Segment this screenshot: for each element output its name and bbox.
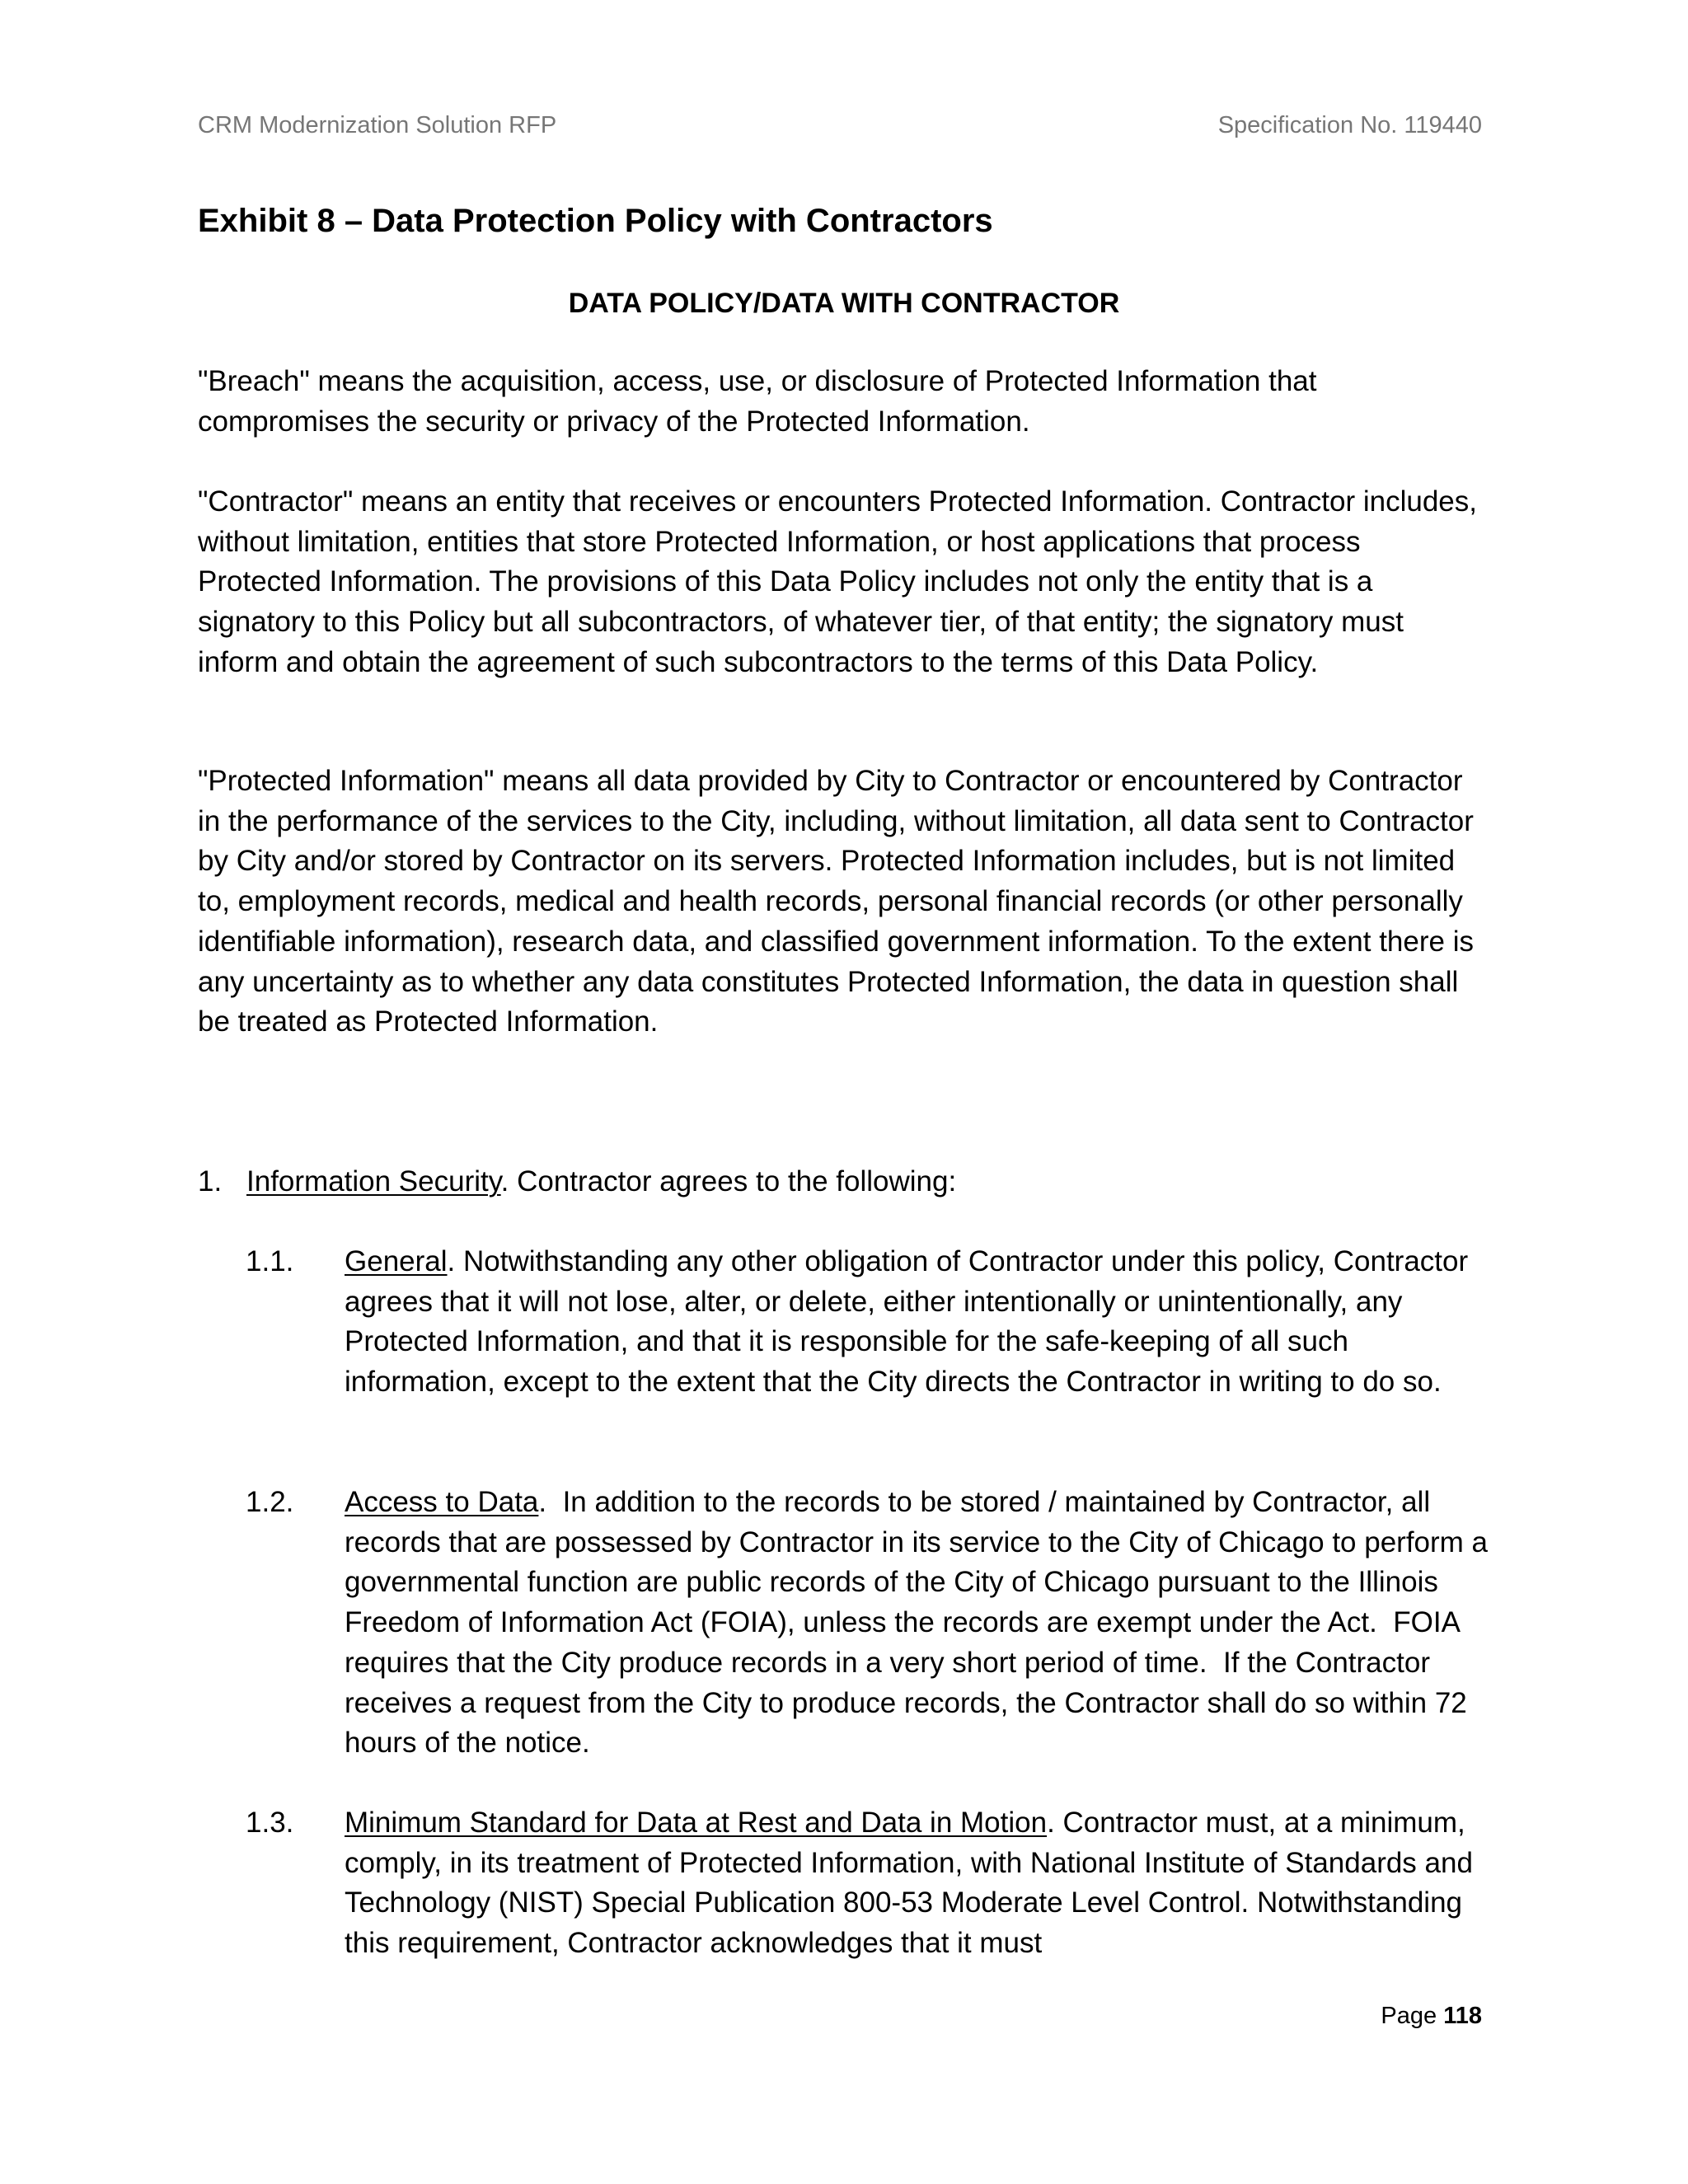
subsection-text: . In addition to the records to be stored / maintained by Contractor, all records that are possessed by Contractor in its service to the City of Chicago to perform a governmental function are public records of the City of Chicago pursuant to the Illinois Freedom of Information Act (FOIA), unless the records are exempt under the Act. FOIA requires that the City produce records in a very short period of time. If the Contractor receives a request from the City to produce records, the Contractor shall do so within 72 hours of the notice. (345, 1486, 1496, 1760)
definition-protected-information (198, 762, 1490, 1043)
subsection-number: 1.2. (246, 1486, 294, 1518)
definition-text: "Breach" means the acquisition, access, use, or disclosure of Protected Information that compromises the security or privacy of the Protected Information. (198, 365, 1317, 438)
section-text: . Contractor agrees to the following: (500, 1165, 957, 1197)
definition-contractor (198, 482, 1490, 683)
subsection-text: . Notwithstanding any other obligation of Contractor under this policy, Contractor agrees that it will not lose, alter, or delete, either intentionally or unintentionally, any Protected Information, and that it is responsible for the safe-keeping of all such information, except to the extent that the City directs the Contractor in writing to do so. (345, 1245, 1469, 1399)
policy-subtitle: DATA POLICY/DATA WITH CONTRACTOR (568, 288, 1120, 319)
page-number: 118 (1443, 2003, 1482, 2029)
header-left: CRM Modernization Solution RFP (198, 112, 557, 138)
definition-breach (198, 362, 1490, 442)
subsection-heading: Access to Data (345, 1486, 539, 1518)
definition-text: "Protected Information" means all data provided by City to Contractor or encountered by Contractor in the performance of the services to the City, including, without limitation, all data sent to Contractor by City and/or stored by Contractor on its servers. Protected Information includes, but is not limited to, employment records, medical and health records, personal financial records (or other personally identifiable information), research data, and classified government information. To the extent there is any uncertainty as to whether any data constitutes Protected Information, the data in question shall be treated as Protected Information. (198, 765, 1474, 1038)
subsection-number: 1.1. (246, 1245, 294, 1277)
page-footer (1381, 1999, 1482, 2032)
subsection-number: 1.3. (246, 1807, 294, 1839)
subsection-text: . Contractor must, at a minimum, comply, in its treatment of Protected Information, with National Institute of Standards and Technology (NIST) Special Publication 800-53 Moderate Level Control. Notwithstanding this requirement, Contractor acknowledges that it must (345, 1807, 1473, 1960)
subsection-heading: General (345, 1245, 448, 1277)
exhibit-title: Exhibit 8 – Data Protection Policy with Contractors (198, 203, 993, 239)
header-right: Specification No. 119440 (1217, 112, 1482, 138)
page-label: Page (1381, 2003, 1444, 2029)
section-number: 1. (198, 1165, 223, 1197)
subsection-heading: Minimum Standard for Data at Rest and Data in Motion (345, 1807, 1048, 1839)
section-heading: Information Security (246, 1165, 501, 1197)
definition-text: "Contractor" means an entity that receives or encounters Protected Information. Contractor includes, without limitation, entities that store Protected Information, or host applications that process Protected Information. The provisions of this Data Policy includes not only the entity that is a signatory to this Policy but all subcontractors, of whatever tier, of that entity; the signatory must inform and obtain the agreement of such subcontractors to the terms of this Data Policy. (198, 485, 1477, 678)
